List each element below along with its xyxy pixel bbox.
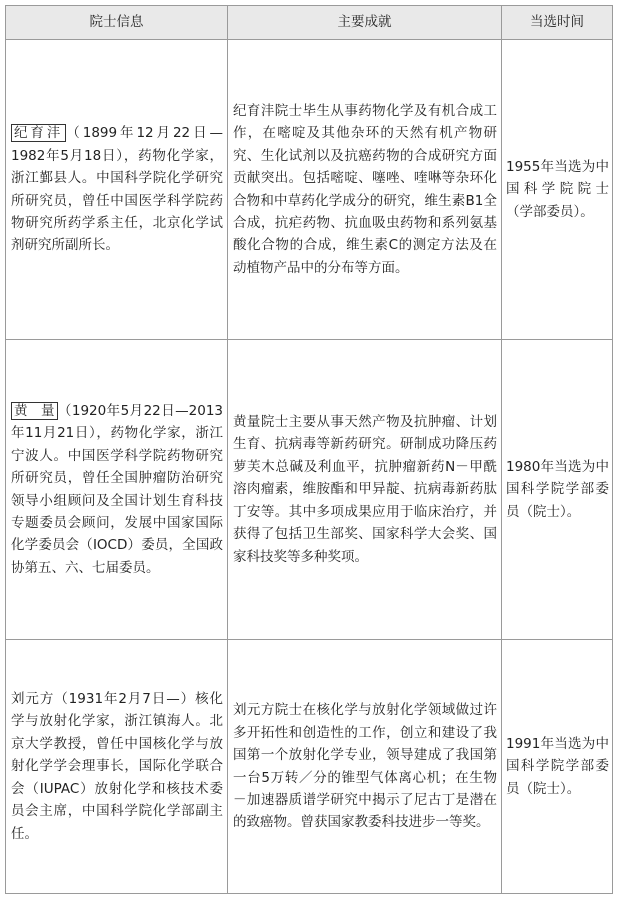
header-achievement: 主要成就 <box>228 6 502 40</box>
academician-bio: （1931年2月7日—）核化学与放射化学家，浙江镇海人。北京大学教授，曾任中国核化学与放射化学学会理事长，国际化学联合会（IUPAC）放射化学和核技术委员会主席，中国科学院化学部副主任。 <box>11 691 223 842</box>
academician-name: 黄量 <box>11 402 58 420</box>
achievement-cell: 黄量院士主要从事天然产物及抗肿瘤、计划生育、抗病毒等新药研究。研制成功降压药萝芙木总碱及利血平，抗肿瘤新药N－甲酰溶肉瘤素，维胺酯和甲异靛、抗病毒新药肽丁安等。其中多项成果应用于临床治疗，并获得了包括卫生部奖、国家科学大会奖、国家科技奖等多种奖项。 <box>228 340 502 640</box>
info-cell <box>6 40 228 340</box>
info-cell <box>6 640 228 894</box>
academician-table <box>5 5 613 894</box>
achievement-cell: 刘元方院士在核化学与放射化学领域做过许多开拓性和创造性的工作，创立和建设了我国第一个放射化学专业，领导建成了我国第一台5万转／分的锥型气体离心机；在生物－加速器质谱学研究中揭示了尼古丁是潜在的致癌物。曾获国家教委科技进步一等奖。 <box>228 640 502 894</box>
header-elected: 当选时间 <box>502 6 613 40</box>
achievement-cell: 纪育沣院士毕生从事药物化学及有机合成工作，在嘧啶及其他杂环的天然有机产物研究、生化试剂以及抗癌药物的合成研究方面贡献突出。包括嘧啶、噻唑、喹啉等杂环化合物和中草药化学成分的研究，维生素B1全合成，抗疟药物、抗血吸虫药物和系列氨基酸化合物的合成，维生素C的测定方法及在动植物产品中的分布等方面。 <box>228 40 502 340</box>
elected-cell: 1991年当选为中国科学院学部委员（院士）。 <box>502 640 613 894</box>
table-row <box>6 340 613 640</box>
table-row <box>6 640 613 894</box>
elected-cell: 1955年当选为中国科学院院士（学部委员）。 <box>502 40 613 340</box>
table-row <box>6 40 613 340</box>
academician-name: 刘元方 <box>11 691 55 708</box>
academician-name: 纪育沣 <box>11 124 66 142</box>
header-info: 院士信息 <box>6 6 228 40</box>
academician-bio: （1899年12月22日—1982年5月18日），药物化学家，浙江鄞县人。中国科学院化学研究所研究员，曾任中国医学科学院药物研究所药学系主任，北京化学试剂研究所副所长。 <box>11 125 224 254</box>
elected-cell: 1980年当选为中国科学院学部委员（院士）。 <box>502 340 613 640</box>
info-cell <box>6 340 228 640</box>
table-header-row <box>6 6 613 40</box>
academician-bio: （1920年5月22日—2013年11月21日），药物化学家，浙江宁波人。中国医学科学院药物研究所研究员，曾任全国肿瘤防治研究领导小组顾问及全国计划生育科技专题委员会顾问，发展中国家国际化学委员会（IOCD）委员，全国政协第五、六、七届委员。 <box>11 402 224 576</box>
